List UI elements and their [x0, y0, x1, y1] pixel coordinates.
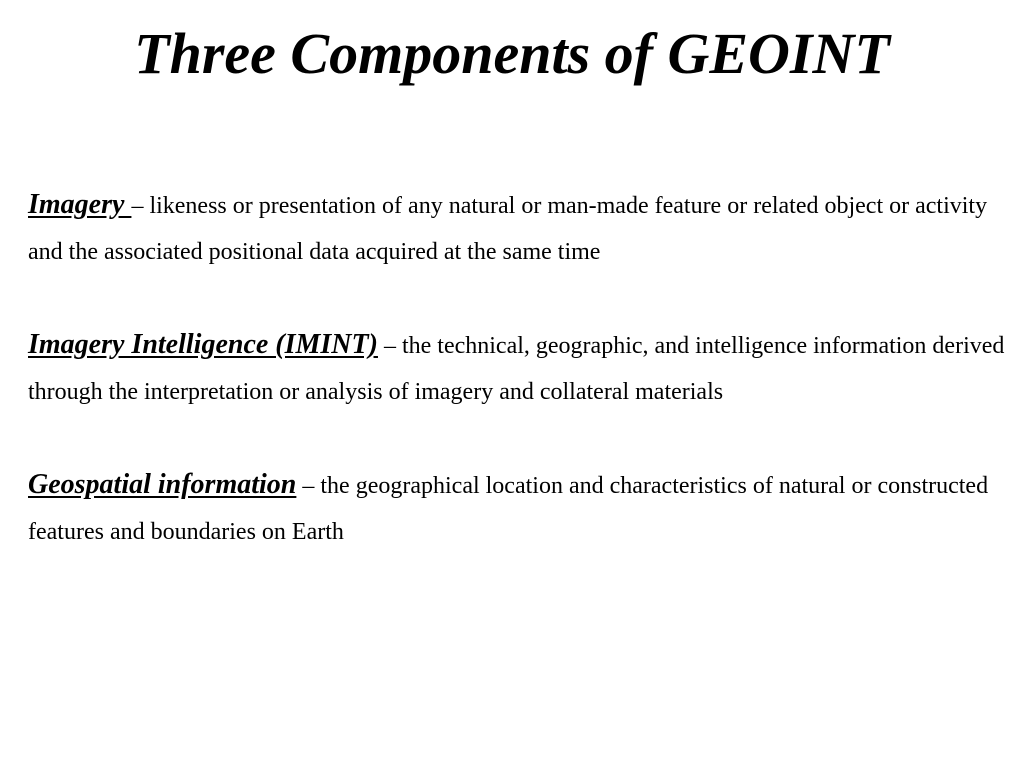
slide-title: Three Components of GEOINT: [134, 21, 890, 86]
definition-imagery: [28, 182, 1013, 275]
definition-term: Imagery: [28, 189, 132, 220]
definition-text: the technical, geographic, and intelligence information derived through the interpretation or analysis of imagery and collateral materials: [28, 333, 1005, 405]
definition-term: Imagery Intelligence (IMINT): [28, 329, 378, 360]
definition-text: likeness or presentation of any natural or man-made feature or related object or activity and the associated positional data acquired at the same time: [28, 193, 988, 265]
definition-separator: –: [377, 333, 402, 359]
definition-geospatial-information: [28, 462, 1013, 555]
definition-text: the geographical location and characteristics of natural or constructed features and boundaries on Earth: [28, 473, 989, 545]
definition-term: Geospatial information: [28, 469, 297, 500]
definition-imint: [28, 322, 1013, 415]
definitions-list: [28, 182, 1013, 602]
definition-separator: –: [131, 193, 150, 219]
definition-separator: –: [296, 473, 321, 499]
